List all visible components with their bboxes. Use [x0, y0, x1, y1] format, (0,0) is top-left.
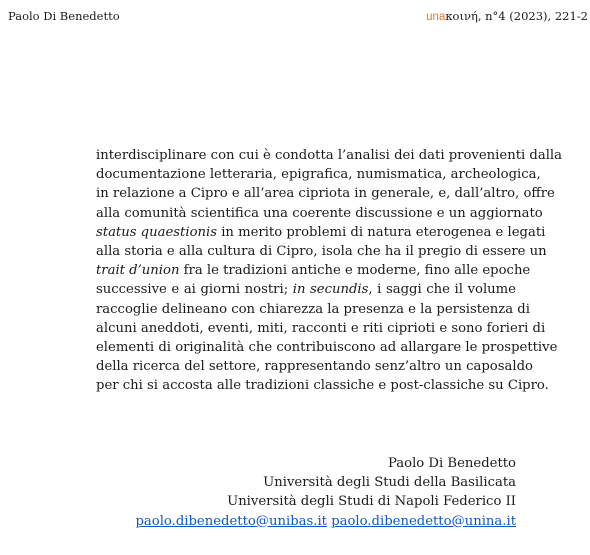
signature-affiliation-1: Università degli Studi della Basilicata: [263, 475, 516, 491]
body-line: [96, 376, 549, 395]
body-line: [96, 146, 562, 165]
body-line: [96, 184, 555, 203]
signature-affiliation-2: Università degli Studi di Napoli Federico II: [227, 494, 516, 510]
body-line: [96, 280, 516, 299]
body-text-run: alla comunità scientifica una coerente discussione e un aggiornato: [96, 205, 543, 221]
running-journal-title: [426, 8, 588, 25]
body-text-run: interdisciplinare con cui è condotta l’analisi dei dati provenienti dalla: [96, 148, 562, 163]
journal-issue-pages: κοινή, n°4 (2023), 221-2: [445, 9, 588, 23]
body-italic-phrase: in secundis: [292, 282, 369, 298]
body-text-run: in relazione a Cipro e all’area cipriota in generale, e, dall’altro, offre: [96, 186, 555, 202]
body-text-run: per chi si accosta alle tradizioni classiche e post-classiche su Cipro.: [96, 378, 549, 394]
body-text-run: elementi di originalità che contribuiscono ad allargare le prospettive: [96, 340, 558, 356]
body-line: [96, 261, 531, 280]
body-line: [96, 242, 547, 261]
body-text-run: , i saggi che il volume: [368, 282, 516, 298]
body-text-run: alcuni aneddoti, eventi, miti, racconti e riti ciprioti e sono forieri di: [96, 320, 546, 336]
signature-name: Paolo Di Benedetto: [388, 456, 516, 471]
body-paragraph: [96, 146, 562, 396]
body-text-run: raccoglie delineano con chiarezza la presenza e la persistenza di: [96, 301, 530, 317]
signature-emails: [135, 512, 516, 531]
body-line: [96, 300, 530, 319]
body-line: [96, 319, 546, 338]
body-line: [96, 204, 543, 223]
running-author: Paolo Di Benedetto: [8, 9, 120, 23]
body-line: [96, 338, 558, 357]
email-link-unibas[interactable]: paolo.dibenedetto@unibas.it: [135, 513, 327, 529]
body-text-run: successive e ai giorni nostri;: [96, 282, 293, 298]
body-italic-phrase: status quaestionis: [96, 224, 217, 240]
body-text-run: della ricerca del settore, rappresentando senz’altro un caposaldo: [96, 359, 533, 375]
journal-brand-una: una: [426, 11, 446, 23]
body-text-run: fra le tradizioni antiche e moderne, fino alle epoche: [179, 263, 531, 279]
body-line: [96, 223, 546, 242]
body-text-run: alla storia e alla cultura di Cipro, isola che ha il pregio di essere un: [96, 244, 547, 260]
body-italic-phrase: trait d’union: [96, 263, 180, 279]
body-text-run: in merito problemi di natura eterogenea e legati: [217, 224, 546, 240]
body-text-run: documentazione letteraria, epigrafica, numismatica, archeologica,: [96, 167, 541, 183]
signature-block: [135, 454, 516, 531]
body-line: [96, 165, 541, 184]
email-link-unina[interactable]: paolo.dibenedetto@unina.it: [331, 513, 516, 529]
body-line: [96, 357, 533, 376]
